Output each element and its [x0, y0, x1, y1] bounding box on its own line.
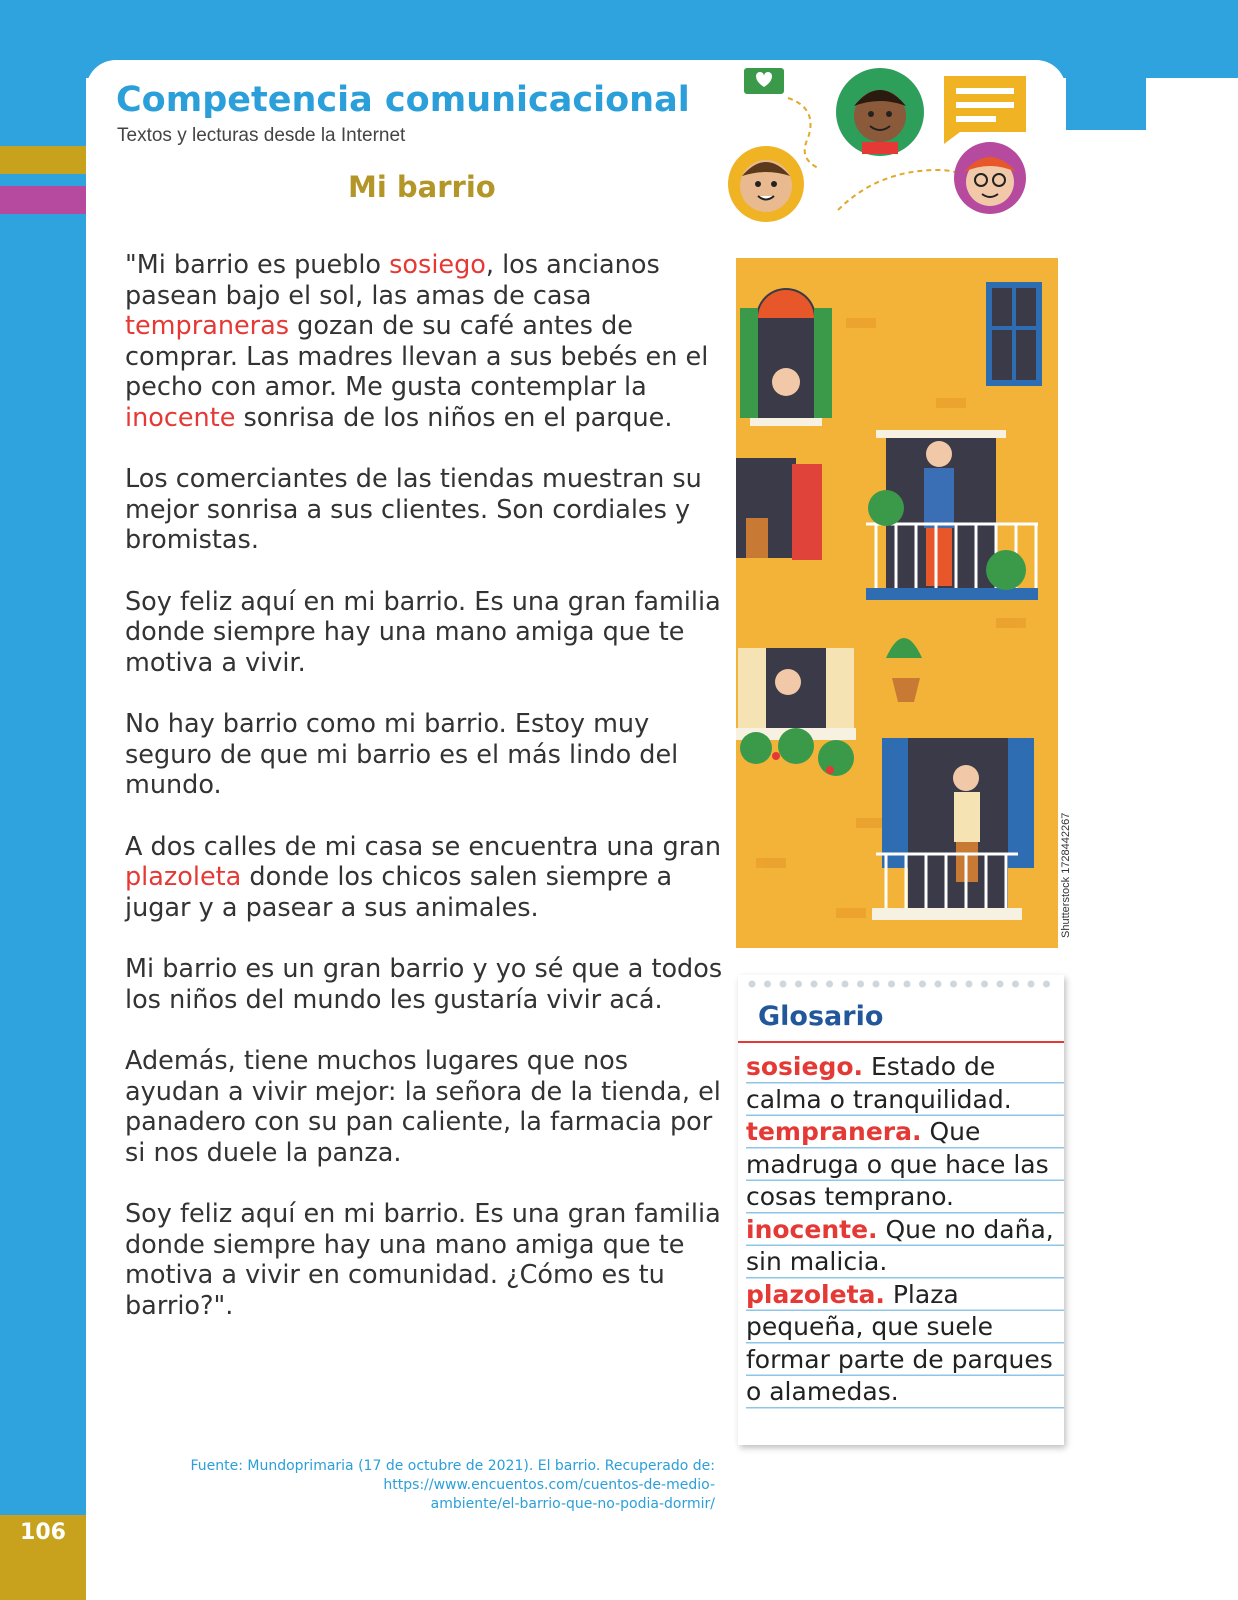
story-text: A dos calles de mi casa se encuentra una gran: [125, 831, 721, 862]
glossary-definition: Plaza pequeña, que suele formar parte de parques o alamedas.: [746, 1279, 1053, 1406]
story-text: Soy feliz aquí en mi barrio. Es una gran familia donde siempre hay una mano amiga que te motiva a vivir en comunidad. ¿Cómo es tu barrio?".: [125, 1199, 721, 1321]
story-text: , los ancianos pasean bajo el sol, las amas de casa: [125, 250, 660, 311]
glossary-term: sosiego.: [746, 1052, 864, 1081]
page-subtitle: Textos y lecturas desde la Internet: [117, 125, 406, 146]
story-text: Los comerciantes de las tiendas muestran su mejor sonrisa a sus clientes. Son cordiales y bromistas.: [125, 464, 702, 555]
spiral-ring: [857, 981, 864, 988]
story-paragraph: [125, 587, 725, 679]
image-credit: Shutterstock 1728442267: [1060, 812, 1072, 938]
story-paragraph: [125, 250, 725, 433]
story-text: Mi barrio es un gran barrio y yo sé que a todos los niños del mundo les gustaría vivir acá.: [125, 954, 723, 1015]
story-paragraph: [125, 1199, 725, 1321]
story-text: gozan de su café antes de comprar. Las madres llevan a sus bebés en el pecho con amor. Me gusta contemplar la: [125, 311, 709, 402]
header-decoration: [728, 60, 1048, 230]
highlighted-word: sosiego: [389, 250, 486, 280]
source-url-line: https://www.encuentos.com/cuentos-de-medio-: [383, 1477, 715, 1493]
glossary-definition: Que no daña, sin malicia.: [746, 1214, 1054, 1276]
heart-chat-icon: [744, 68, 784, 94]
spiral-ring: [966, 981, 973, 988]
spiral-rings: [744, 979, 1060, 989]
glossary-divider: [738, 1041, 1064, 1043]
story-text: Soy feliz aquí en mi barrio. Es una gran familia donde siempre hay una mano amiga que te motiva a vivir.: [125, 586, 721, 678]
story-body: [125, 250, 725, 1352]
story-text: No hay barrio como mi barrio. Estoy muy seguro de que mi barrio es el más lindo del mundo.: [125, 709, 679, 800]
glossary-card: [738, 975, 1064, 1445]
story-paragraph: [125, 1046, 725, 1168]
spiral-ring: [811, 981, 818, 988]
spiral-ring: [795, 981, 802, 988]
glossary-definition: Que madruga o que hace las cosas temprano.: [746, 1117, 1049, 1211]
spiral-ring: [749, 981, 756, 988]
spiral-ring: [764, 981, 771, 988]
glossary-term: inocente.: [746, 1214, 878, 1244]
left-band: [0, 78, 86, 1600]
spiral-ring: [935, 981, 942, 988]
spiral-ring: [826, 981, 833, 988]
spiral-ring: [1028, 981, 1035, 988]
glossary-definition: Estado de calma o tranquilidad.: [746, 1052, 1012, 1114]
spiral-ring: [904, 981, 911, 988]
glossary-entry: [746, 1051, 1064, 1116]
spiral-ring: [1043, 981, 1050, 988]
spiral-ring: [981, 981, 988, 988]
highlighted-word: inocente: [125, 402, 236, 433]
spiral-ring: [1012, 981, 1019, 988]
source-url-line: ambiente/el-barrio-que-no-podia-dormir/: [430, 1496, 715, 1512]
spiral-ring: [842, 981, 849, 988]
right-band: [1066, 0, 1146, 130]
glossary-body: [746, 1051, 1064, 1409]
highlighted-word: plazoleta: [125, 862, 242, 892]
spiral-ring: [873, 981, 880, 988]
glossary-entry: [746, 1279, 1064, 1409]
gold-stripe: [0, 146, 86, 174]
girl-avatar-icon: [954, 142, 1026, 214]
glossary-entry: [746, 1214, 1064, 1279]
spiral-ring: [997, 981, 1004, 988]
source-citation: [120, 1457, 715, 1514]
glossary-term: plazoleta.: [746, 1279, 885, 1309]
story-text: sonrisa de los niños en el parque.: [235, 402, 673, 433]
neighborhood-illustration: [736, 258, 1058, 948]
story-paragraph: [125, 709, 725, 801]
spiral-ring: [919, 981, 926, 988]
story-paragraph: [125, 464, 725, 556]
highlighted-word: tempraneras: [125, 311, 290, 341]
boy-avatar-icon: [728, 146, 804, 222]
spiral-ring: [950, 981, 957, 988]
glossary-entry: [746, 1116, 1064, 1214]
glossary-term: tempranera.: [746, 1117, 922, 1146]
story-title: Mi barrio: [348, 170, 496, 204]
spiral-ring: [888, 981, 895, 988]
magenta-stripe: [0, 186, 86, 214]
story-text: Además, tiene muchos lugares que nos ayudan a vivir mejor: la señora de la tienda, el panadero con su pan caliente, la farmacia por si nos duele la panza.: [125, 1046, 721, 1168]
page-title: Competencia comunicacional: [116, 80, 690, 120]
story-text: donde los chicos salen siempre a jugar y a pasear a sus animales.: [125, 862, 673, 923]
page-number: 106: [20, 1520, 66, 1545]
message-bubble-icon: [944, 76, 1026, 144]
spiral-ring: [780, 981, 787, 988]
story-paragraph: [125, 954, 725, 1015]
story-paragraph: [125, 832, 725, 924]
glossary-title: Glosario: [758, 1001, 884, 1032]
story-text: "Mi barrio es pueblo: [125, 250, 390, 280]
source-line: Fuente: Mundoprimaria (17 de octubre de 2021). El barrio. Recuperado de:: [190, 1458, 715, 1474]
boy-avatar-icon: [836, 68, 924, 156]
